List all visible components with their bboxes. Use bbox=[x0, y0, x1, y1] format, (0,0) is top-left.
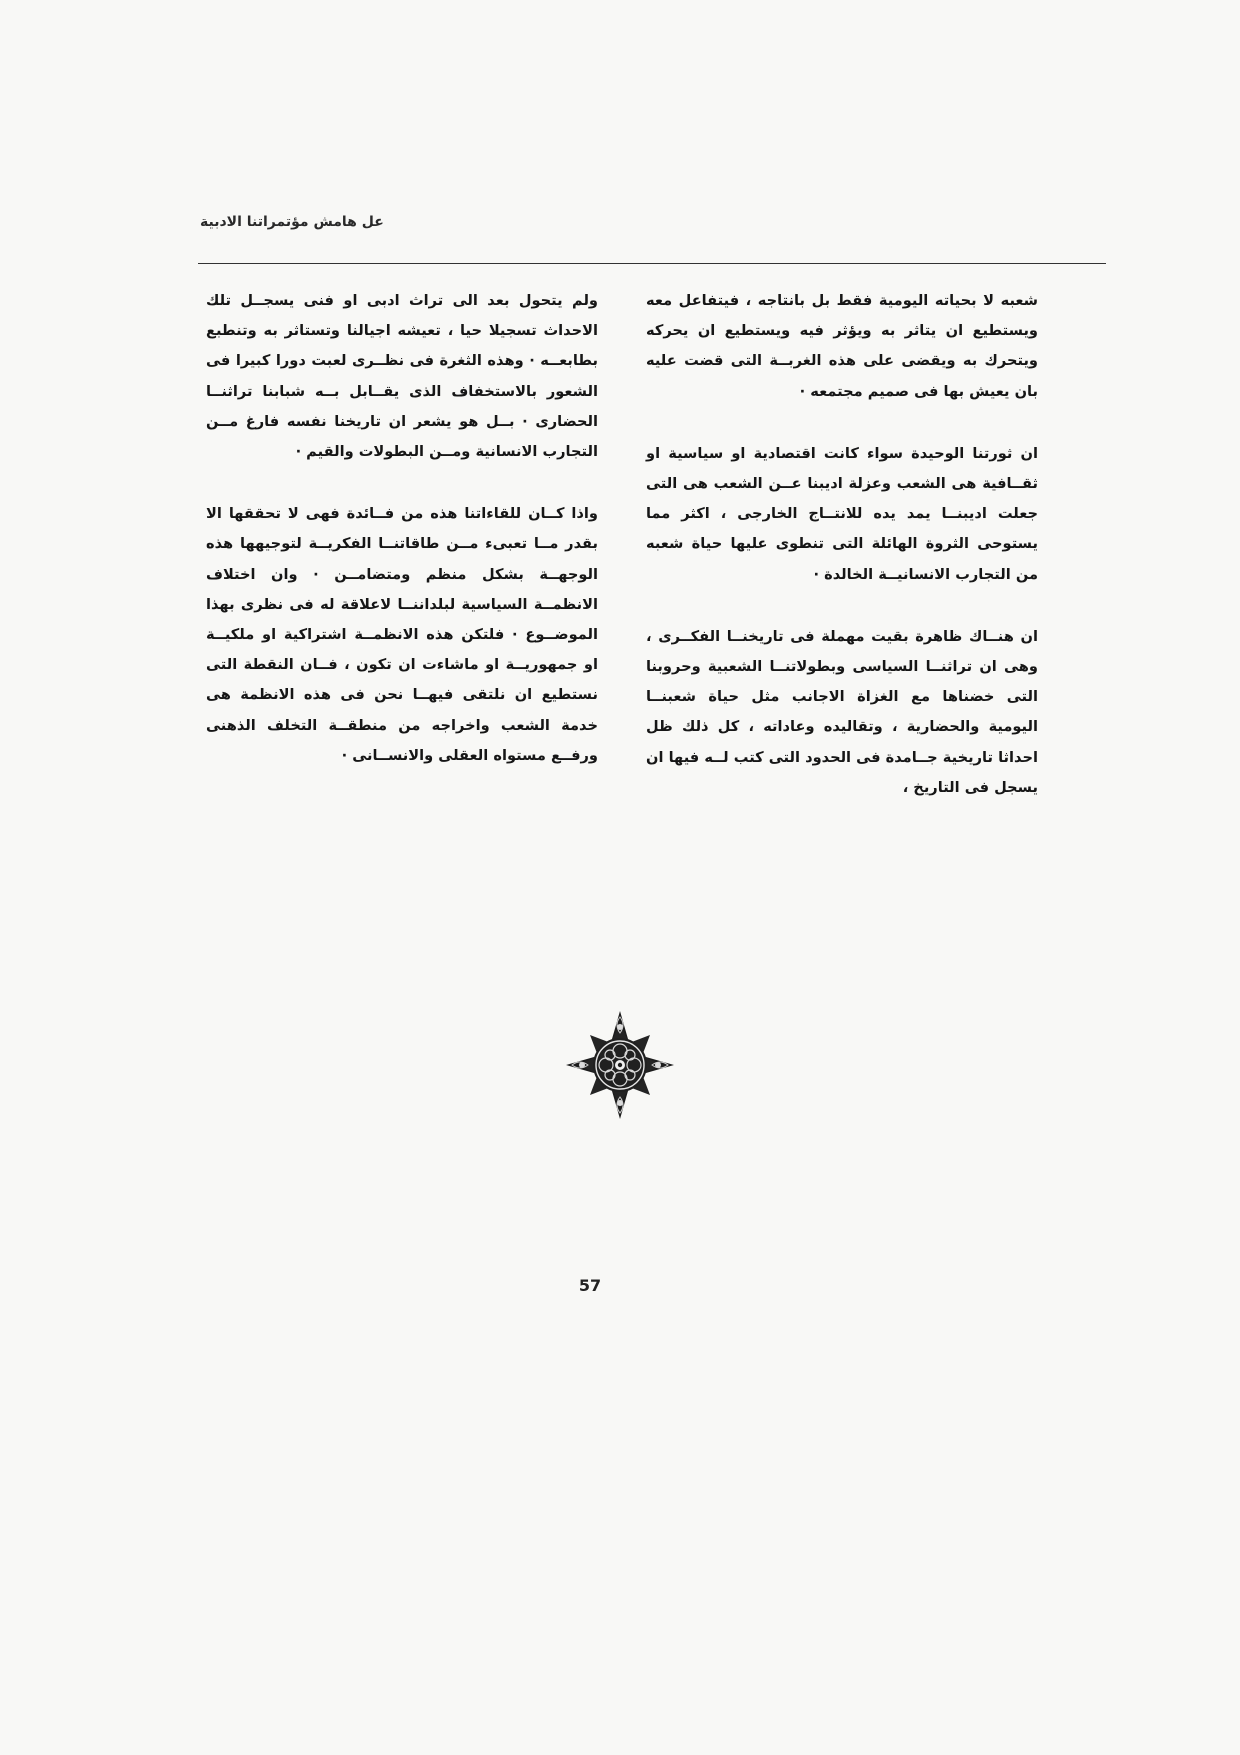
paragraph-right-2: ان ثورتنا الوحيدة سواء كانت اقتصادية او سياسية او ثقــافية هى الشعب وعزلة اديبنا عــن الشعب هى التى جعلت اديبنــا يمد يده للانتــاج الخارجى ، اكثر مما يستوحى الثروة الهائلة التى تنطوى عليها حياة شعبه من التجارب الانسانيــة الخالدة · bbox=[646, 444, 1038, 583]
right-text-column bbox=[646, 286, 1038, 803]
left-text-column bbox=[206, 286, 598, 771]
running-head: عل هامش مؤتمراتنا الادبية bbox=[200, 214, 384, 230]
header-rule bbox=[198, 263, 1106, 264]
floral-rosette-icon bbox=[565, 1010, 675, 1120]
page-number: 57 bbox=[578, 1276, 602, 1295]
paragraph-left-1: ولم يتحول بعد الى تراث ادبى او فنى يسجــل تلك الاحداث تسجيلا حيا ، تعيشه اجيالنا وتستاثر به وتنطبع بطابعــه · وهذه الثغرة فى نظــرى لعبت دورا كبيرا فى الشعور بالاستخفاف الذى يقــابل بــه شبابنا تراثنــا الحضارى · بــل هو يشعر ان تاريخنا نفسه فارغ مــن التجارب الانسانية ومــن البطولات والقيم · bbox=[206, 292, 598, 461]
paragraph-right-1: شعبه لا بحياته اليومية فقط بل بانتاجه ، فيتفاعل معه ويستطيع ان يتاثر به ويؤثر فيه ويستطيع ان يحركه ويتحرك به ويقضى على هذه الغربــة التى قضت عليه بان يعيش بها فى صميم مجتمعه · bbox=[646, 292, 1038, 400]
paragraph-left-2: واذا كــان للقاءاتنا هذه من فــائدة فهى لا تحققها الا بقدر مــا تعبىء مــن طاقاتنــا الفكريــة لتوجيهها هذه الوجهــة بشكل منظم ومتضامــن · وان اختلاف الانظمــة السياسية لبلداننــا لاعلاقة له فى نظرى بهذا الموضــوع · فلتكن هذه الانظمــة اشتراكية او ملكيــة او جمهوريــة او ماشاءت ان تكون ، فــان النقطة التى نستطيع ان نلتقى فيهــا نحن فى هذه الانظمة هى خدمة الشعب واخراجه من منطقــة التخلف الذهنى ورفــع مستواه العقلى والانســانى · bbox=[206, 505, 598, 764]
paragraph-right-3: ان هنــاك ظاهرة بقيت مهملة فى تاريخنــا الفكــرى ، وهى ان تراثنــا السياسى وبطولاتنــا الشعبية وحروبنا التى خضناها مع الغزاة الاجانب مثل حياة شعبنــا اليومية والحضارية ، وتقاليده وعاداته ، كل ذلك ظل احداثا تاريخية جــامدة فى الحدود التى كتب لــه فيها ان يسجل فى التاريخ ، bbox=[646, 627, 1038, 796]
